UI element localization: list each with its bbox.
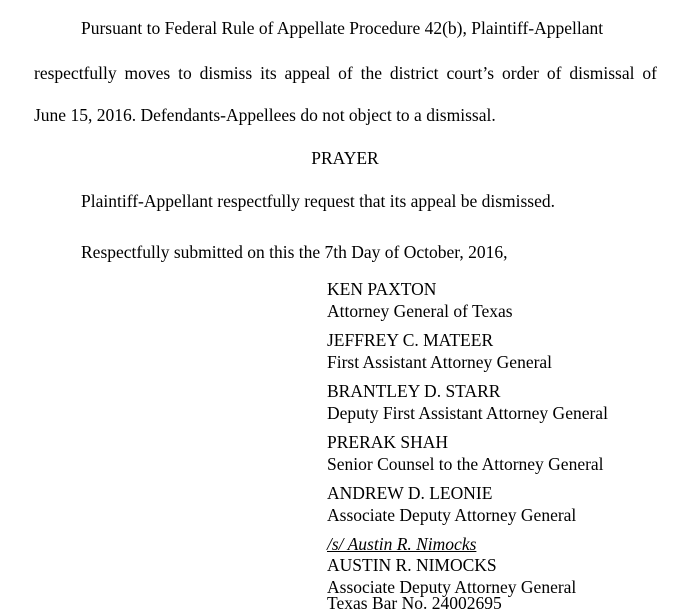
cut-off-line	[327, 592, 587, 613]
signatory-name: ANDREW D. LEONIE	[327, 483, 493, 503]
signatory-name: KEN PAXTON	[327, 279, 437, 299]
prayer-paragraph: Plaintiff-Appellant respectfully request that its appeal be dismissed.	[81, 191, 556, 211]
signatory-title: Senior Counsel to the Attorney General	[327, 454, 604, 474]
paragraph1-line2: respectfully moves to dismiss its appeal of the district court’s order of dismissal of	[34, 63, 657, 83]
signatory-title: First Assistant Attorney General	[327, 352, 553, 372]
submission-paragraph: Respectfully submitted on this the 7th Day of October, 2016,	[81, 242, 508, 262]
signatory-title: Attorney General of Texas	[327, 301, 513, 321]
bar-number-text: Texas Bar No. 24002695	[327, 593, 502, 613]
signatory-title: Deputy First Assistant Attorney General	[327, 403, 608, 423]
signatory-name: PRERAK SHAH	[327, 432, 449, 452]
paragraph1-line3: June 15, 2016. Defendants-Appellees do not object to a dismissal.	[34, 105, 496, 125]
signatory-name: BRANTLEY D. STARR	[327, 381, 501, 401]
paragraph1-line1: Pursuant to Federal Rule of Appellate Procedure 42(b), Plaintiff-Appellant	[81, 18, 604, 38]
electronic-signature: /s/ Austin R. Nimocks	[327, 534, 477, 554]
prayer-heading: PRAYER	[311, 148, 379, 168]
signer-title: Associate Deputy Attorney General	[327, 577, 577, 597]
signatory-title: Associate Deputy Attorney General	[327, 505, 577, 525]
signer-name: AUSTIN R. NIMOCKS	[327, 555, 497, 575]
signatory-name: JEFFREY C. MATEER	[327, 330, 494, 350]
